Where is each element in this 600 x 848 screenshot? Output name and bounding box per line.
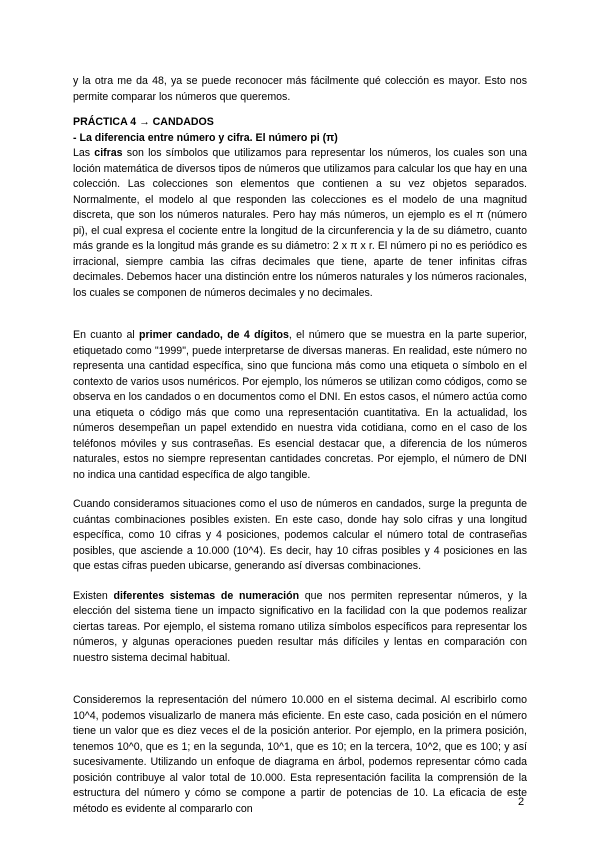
intro-paragraph: y la otra me da 48, ya se puede reconocer más fácilmente qué colección es mayor. Esto nos permite comparar los números que queremos. — [73, 75, 527, 103]
p2-bold: primer candado, de 4 dígitos — [139, 329, 289, 341]
paragraph-primer-candado — [73, 328, 527, 483]
p4-bold: diferentes sistemas de numeración — [113, 589, 300, 602]
document-body — [73, 74, 527, 817]
p4-rest: que nos permiten representar números, y la elección del sistema tiene un impacto significativo en la facilidad con la que podemos realizar ciertas tareas. Por ejemplo, el sistema romano utiliza símbolos específicos para representar los números, y algunas operaciones pueden resultar más difíciles y lentas en comparación con nuestro sistema decimal habitual. — [73, 589, 528, 664]
section-title: PRÁCTICA 4 → CANDADOS — [73, 116, 214, 128]
p2-rest: , el número que se muestra en la parte superior, etiquetado como "1999", puede interpretarse de diversas maneras. En realidad, este número no representa una cantidad específica, sino que funciona más como una etiqueta o símbolo en el contexto de varios usos numéricos. Por ejemplo, los números se utilizan como códigos, como se observa en los candados o en documentos como el DNI. En estos casos, el número actúa como una etiqueta o código más que como una representación cuantitativa. En la actualidad, los números desempeñan un papel extendido en nuestra vida cotidiana, como en el caso de los teléfonos móviles y sus contraseñas. Es esencial destacar que, a diferencia de los números naturales, estos no siempre representan cantidades concretas. Por ejemplo, el número de DNI no indica una cantidad específica de algo tangible. — [73, 329, 527, 481]
paragraph-sistemas — [73, 589, 527, 667]
paragraph-cifras — [73, 146, 527, 301]
page-number: 2 — [518, 796, 525, 808]
paragraph-combinaciones: Cuando consideramos situaciones como el uso de números en candados, surge la pregunta de cuántas combinaciones posibles existen. En este caso, donde hay solo cifras y una longitud específica, como 10 cifras y 4 posiciones, podemos calcular el número total de contraseñas posibles, que asciende a 10.000 (10^4). Es decir, hay 10 cifras posibles y 4 posiciones en las que estas cifras pueden ubicarse, generando así diversas combinaciones. — [73, 498, 527, 572]
p1-rest: son los símbolos que utilizamos para representar los números, los cuales son una loción matemática de diversos tipos de números que utilizamos para calcular los que hay en una colección. Las colecciones son elementos que contienen a su vez objetos separados. Normalmente, el modelo al que responden las colecciones es el modelo de una magnitud discreta, que son los números naturales. Pero hay más números, un ejemplo es el π (número pi), el cual expresa el cociente entre la longitud de la circunferencia y la de su diámetro, cuanto más grande es la longitud más grande es su diámetro: 2 x π x r. El número pi no es periódico es irracional, siempre cambia las cifras decimales que tiene, aparte de tener infinitas cifras decimales. Debemos hacer una distinción entre los números naturales y los números racionales, los cuales se componen de números decimales y no decimales. — [73, 147, 527, 299]
p4-lead: Existen — [73, 589, 114, 602]
p2-lead: En cuanto al — [73, 329, 140, 341]
p1-bold: cifras — [94, 147, 123, 159]
p1-lead: Las — [73, 147, 95, 159]
section-subtitle: - La diferencia entre número y cifra. El número pi (π) — [73, 131, 338, 144]
paragraph-representacion: Consideremos la representación del número 10.000 en el sistema decimal. Al escribirlo como 10^4, podemos visualizarlo de manera más eficiente. En este caso, cada posición en el número tiene un valor que es diez veces el de la posición anterior. Por ejemplo, en la primera posición, tenemos 10^0, que es 1; en la segunda, 10^1, que es 10; en la tercera, 10^2, que es 100; y así sucesivamente. Utilizando un enfoque de diagrama en árbol, podemos representar cómo cada posición contribuye al valor total de 10.000. Esta representación facilita la comprensión de la estructura del número y cómo se compone a partir de potencias de 10. La eficacia de este método es evidente al compararlo con — [73, 694, 527, 815]
